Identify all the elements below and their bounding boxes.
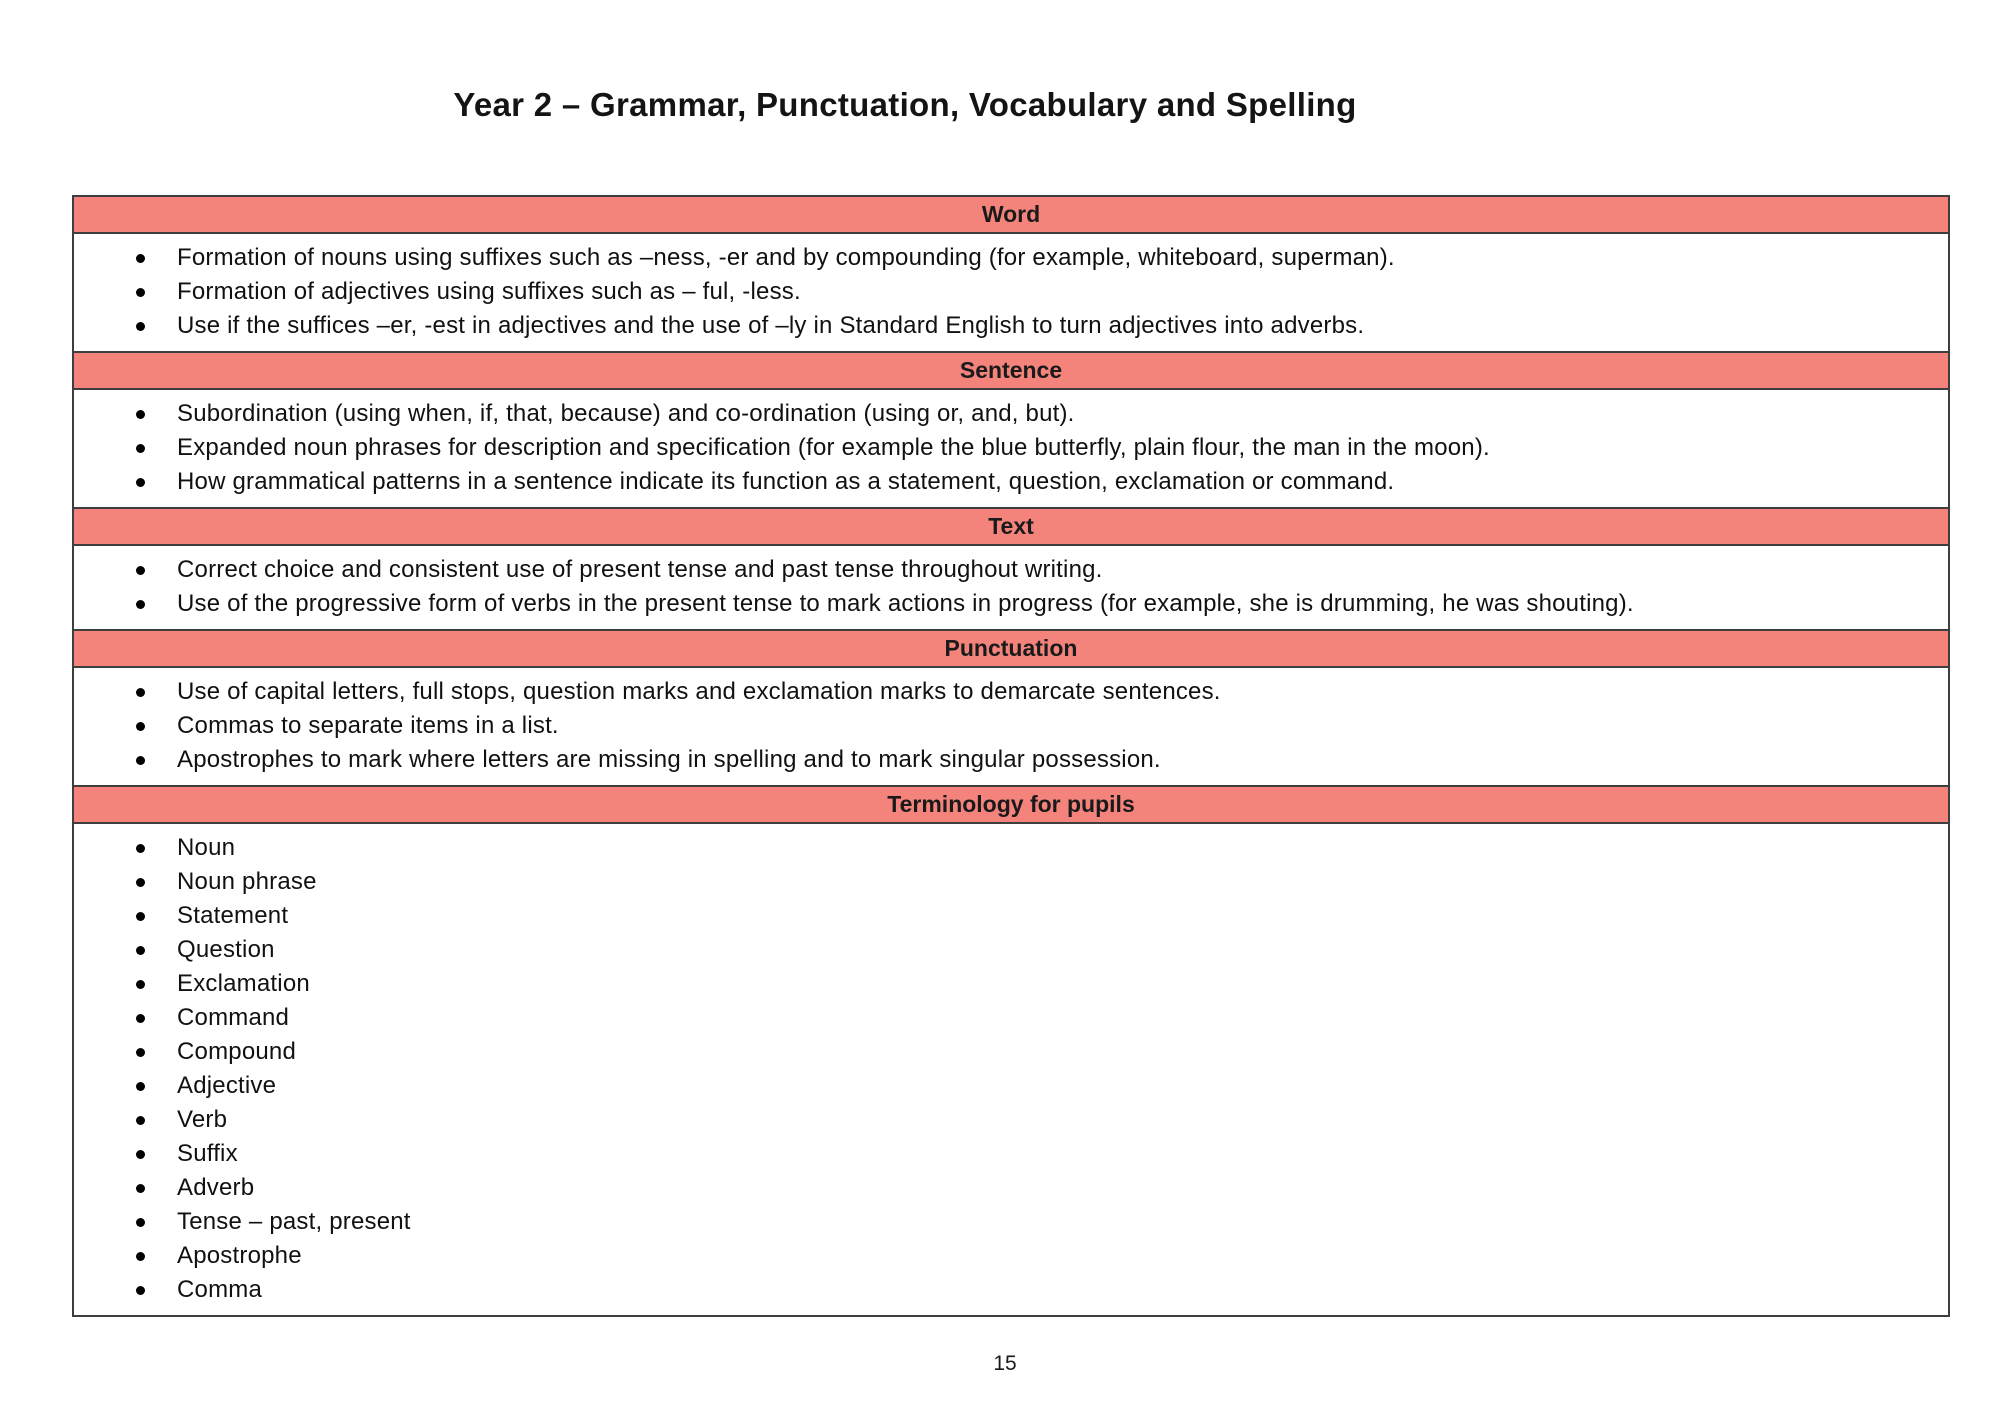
list-item: Tense – past, present <box>74 1205 1928 1239</box>
list-item: Use of capital letters, full stops, question marks and exclamation marks to demarcate sentences. <box>74 675 1928 709</box>
list-item: Apostrophe <box>74 1239 1928 1273</box>
list-item: Adjective <box>74 1069 1928 1103</box>
section-items-word <box>74 234 1948 351</box>
section-items-terminology-for-pupils <box>74 824 1948 1315</box>
list-item: Apostrophes to mark where letters are missing in spelling and to mark singular possession. <box>74 743 1928 777</box>
list-item: Expanded noun phrases for description and specification (for example the blue butterfly, plain flour, the man in the moon). <box>74 431 1928 465</box>
list-item: Adverb <box>74 1171 1928 1205</box>
list-item: Command <box>74 1001 1928 1035</box>
section-items-punctuation <box>74 668 1948 785</box>
section-header-punctuation: Punctuation <box>74 629 1948 668</box>
list-item: Commas to separate items in a list. <box>74 709 1928 743</box>
section-items-sentence <box>74 390 1948 507</box>
list-item: Formation of nouns using suffixes such as –ness, -er and by compounding (for example, whiteboard, superman). <box>74 241 1928 275</box>
list-item: Use of the progressive form of verbs in the present tense to mark actions in progress (for example, she is drumming, he was shouting). <box>74 587 1634 621</box>
list-item: Suffix <box>74 1137 1928 1171</box>
list-item: Use if the suffices –er, -est in adjectives and the use of –ly in Standard English to turn adjectives into adverbs. <box>74 309 1928 343</box>
list-item: Question <box>74 933 1928 967</box>
list-item: Verb <box>74 1103 1928 1137</box>
list-item: Noun phrase <box>74 865 1928 899</box>
section-header-text: Text <box>74 507 1948 546</box>
list-item: Comma <box>74 1273 1928 1307</box>
list-item: How grammatical patterns in a sentence indicate its function as a statement, question, exclamation or command. <box>74 465 1928 499</box>
section-items-text <box>74 546 1948 629</box>
list-item: Noun <box>74 831 1928 865</box>
list-item: Statement <box>74 899 1928 933</box>
section-header-sentence: Sentence <box>74 351 1948 390</box>
page-number: 15 <box>993 1352 1017 1375</box>
section-header-terminology-for-pupils: Terminology for pupils <box>74 785 1948 824</box>
list-item: Exclamation <box>74 967 1928 1001</box>
curriculum-table <box>72 195 1950 1317</box>
list-item: Correct choice and consistent use of present tense and past tense throughout writing. <box>74 553 1928 587</box>
section-header-word: Word <box>74 197 1948 234</box>
list-item: Subordination (using when, if, that, because) and co-ordination (using or, and, but). <box>74 397 1928 431</box>
page-title: Year 2 – Grammar, Punctuation, Vocabulary and Spelling <box>453 86 1357 123</box>
list-item: Compound <box>74 1035 1928 1069</box>
list-item: Formation of adjectives using suffixes such as – ful, -less. <box>74 275 1928 309</box>
